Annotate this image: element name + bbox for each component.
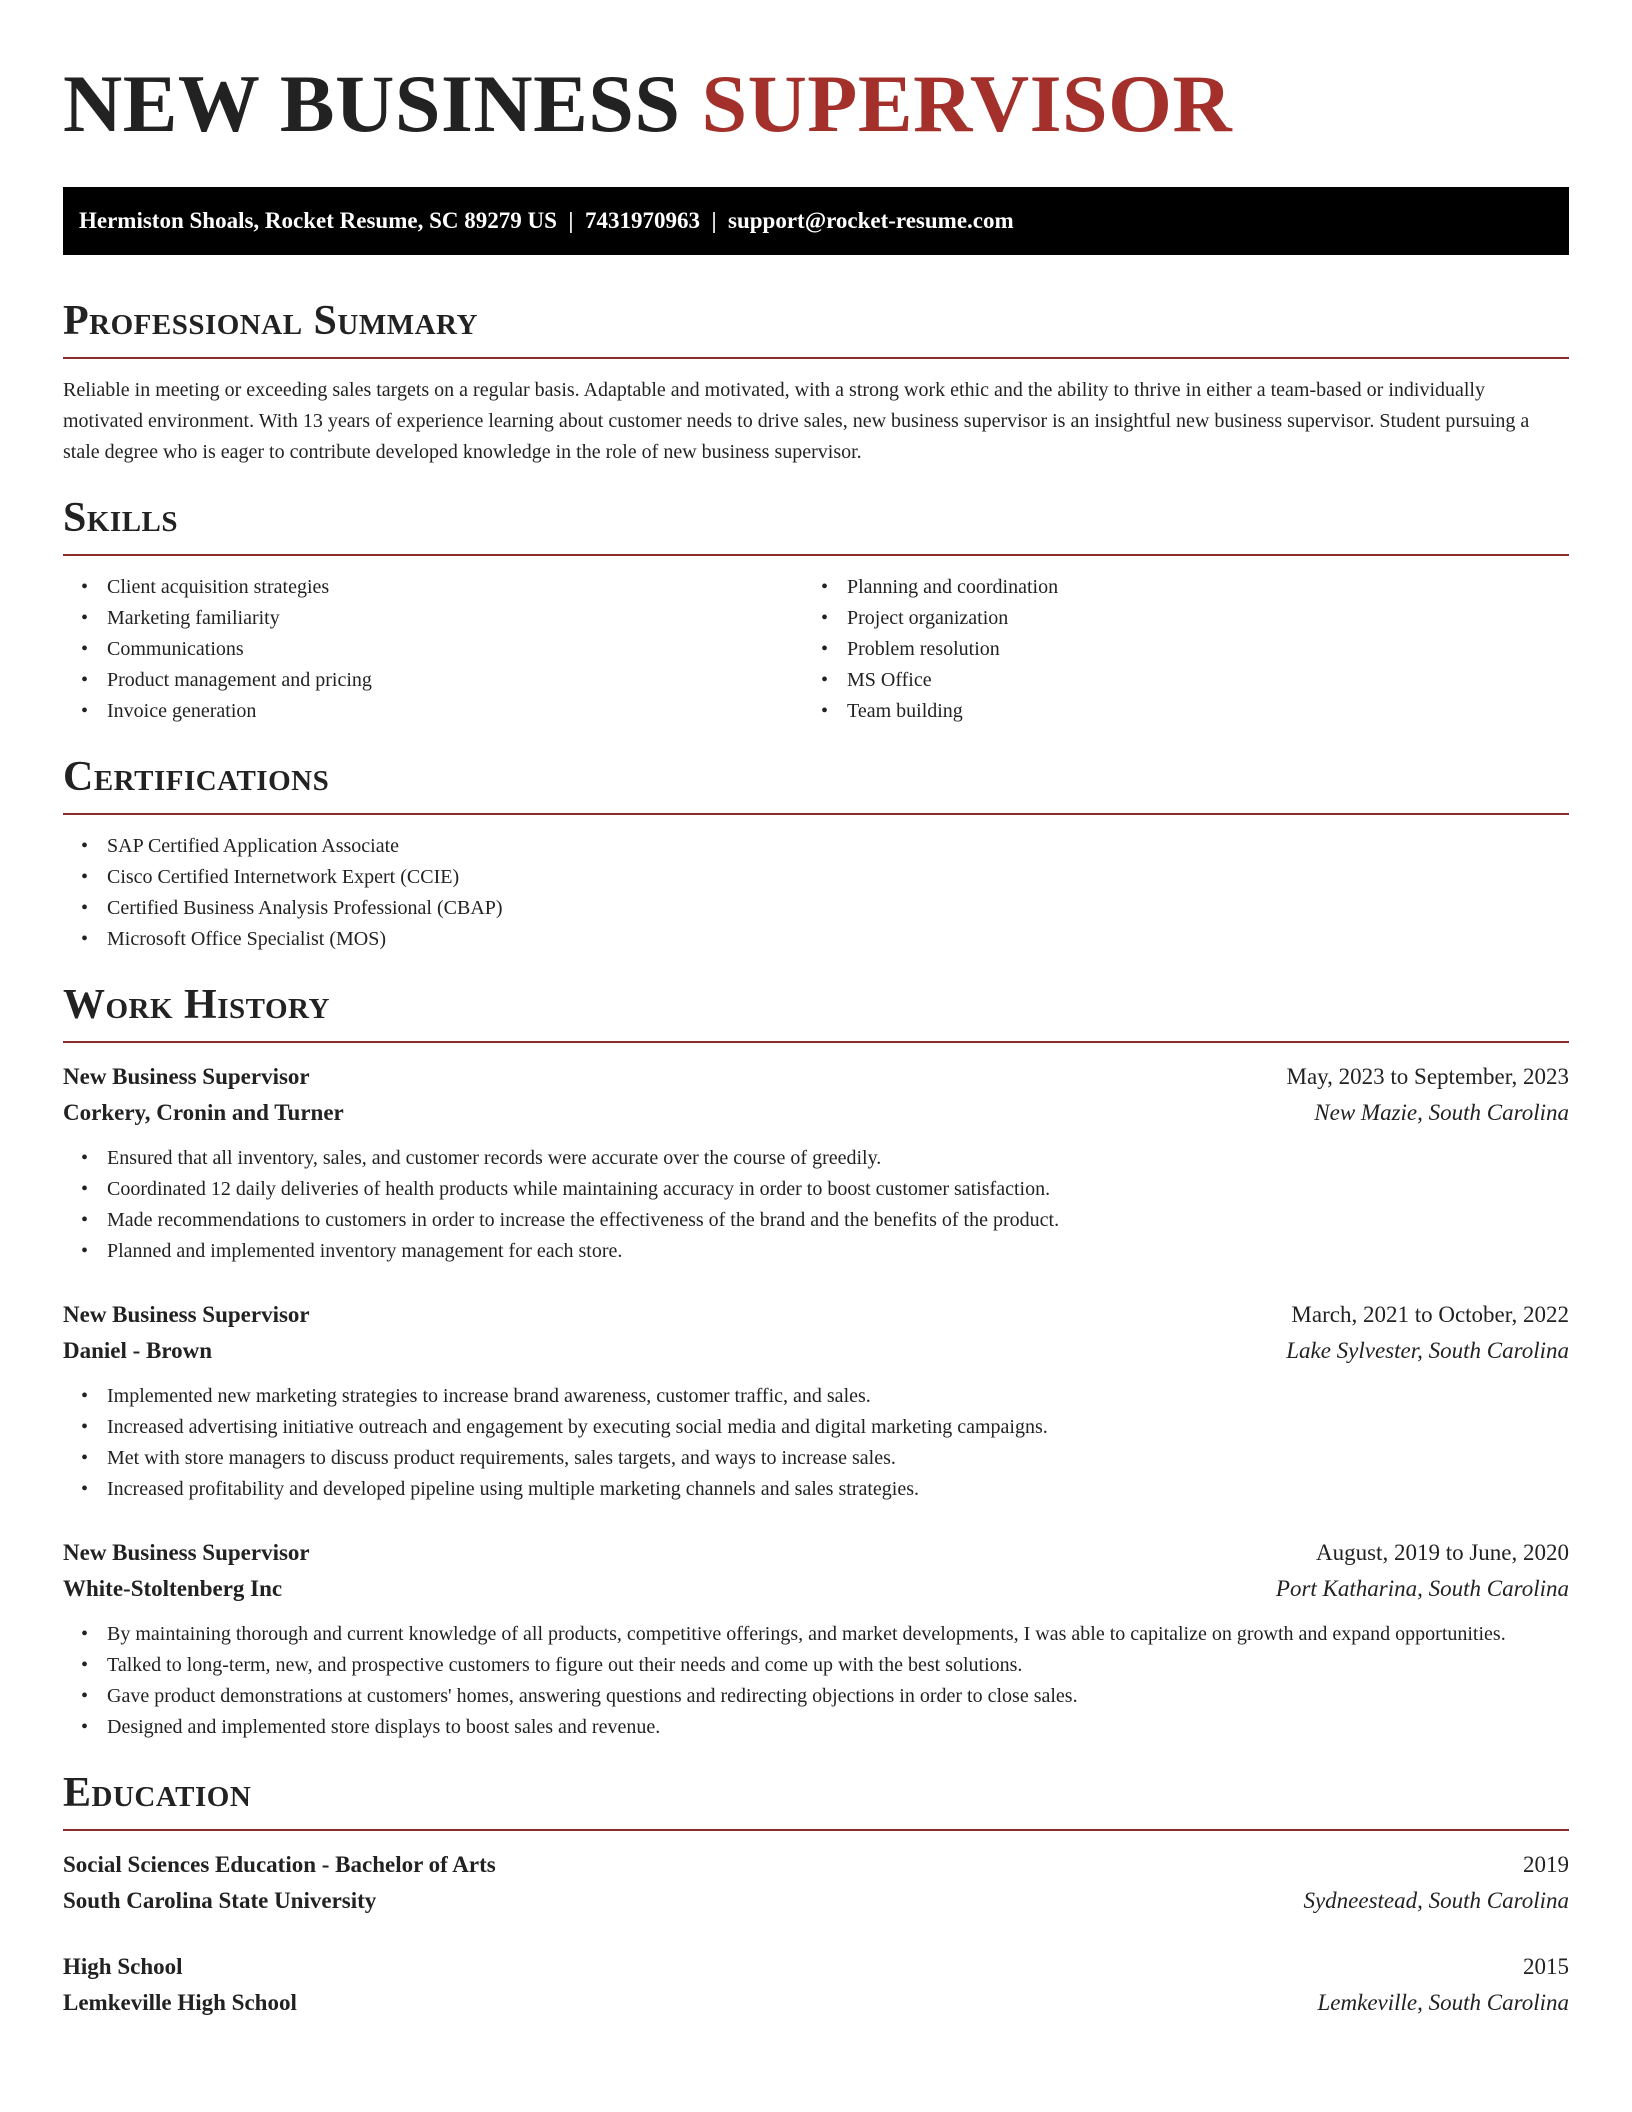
job-duty: • Increased profitability and developed pipeline using multiple marketing channels and sales strategies.	[63, 1474, 1569, 1505]
job-header-row	[63, 1059, 1569, 1095]
job-duty: • Talked to long-term, new, and prospective customers to figure out their needs and come up with the best solutions.	[63, 1650, 1569, 1681]
job-duty: • Implemented new marketing strategies to increase brand awareness, customer traffic, and sales.	[63, 1381, 1569, 1412]
job-duty: • By maintaining thorough and current knowledge of all products, competitive offerings, and market developments, I was able to capitalize on growth and expand opportunities.	[63, 1619, 1569, 1650]
certification-item: • Certified Business Analysis Professional (CBAP)	[63, 893, 1569, 924]
education-heading: Education	[63, 1770, 252, 1816]
job-duty: • Coordinated 12 daily deliveries of health products while maintaining accuracy in order to boost customer satisfaction.	[63, 1174, 1569, 1205]
skills-divider	[63, 554, 1569, 556]
education-year: 2015	[1523, 1954, 1569, 1979]
work-history-section	[63, 981, 1569, 1743]
job-duty: • Met with store managers to discuss product requirements, sales targets, and ways to increase sales.	[63, 1443, 1569, 1474]
education-location: Sydneestead, South Carolina	[1303, 1888, 1569, 1913]
skills-heading: Skills	[63, 495, 179, 541]
job-header-row	[63, 1535, 1569, 1571]
work-history-heading: Work History	[63, 982, 330, 1028]
title-main: NEW BUSINESS	[63, 58, 702, 149]
job-company: Corkery, Cronin and Turner	[63, 1100, 344, 1125]
job-duties-list	[63, 1619, 1569, 1743]
education-school-row	[63, 1883, 1569, 1919]
job-entry	[63, 1059, 1569, 1267]
job-dates: August, 2019 to June, 2020	[1316, 1540, 1569, 1565]
certifications-heading: Certifications	[63, 754, 330, 800]
job-duty: • Made recommendations to customers in order to increase the effectiveness of the brand and the benefits of the product.	[63, 1205, 1569, 1236]
certifications-divider	[63, 813, 1569, 815]
job-dates: May, 2023 to September, 2023	[1286, 1064, 1569, 1089]
skill-item: • Marketing familiarity	[63, 603, 803, 634]
education-school: South Carolina State University	[63, 1888, 377, 1913]
education-location: Lemkeville, South Carolina	[1317, 1990, 1569, 2015]
job-company-row	[63, 1095, 1569, 1131]
skill-item: • Communications	[63, 634, 803, 665]
summary-divider	[63, 357, 1569, 359]
job-company: White-Stoltenberg Inc	[63, 1576, 283, 1601]
job-entry	[63, 1297, 1569, 1505]
work-history-divider	[63, 1041, 1569, 1043]
job-location: Lake Sylvester, South Carolina	[1286, 1338, 1569, 1363]
job-title: New Business Supervisor	[63, 1302, 310, 1327]
summary-section	[63, 297, 1569, 468]
skills-left-list	[63, 572, 803, 727]
education-section	[63, 1769, 1569, 2021]
contact-info: Hermiston Shoals, Rocket Resume, SC 89279 US | 7431970963 | support@rocket-resume.com	[79, 208, 1014, 233]
education-degree: High School	[63, 1954, 183, 1979]
certifications-list	[63, 831, 1569, 955]
job-duty: • Designed and implemented store displays to boost sales and revenue.	[63, 1712, 1569, 1743]
education-school-row	[63, 1985, 1569, 2021]
job-dates: March, 2021 to October, 2022	[1291, 1302, 1569, 1327]
job-title: New Business Supervisor	[63, 1064, 310, 1089]
job-location: Port Katharina, South Carolina	[1275, 1576, 1569, 1601]
skills-right-list	[803, 572, 1543, 727]
skill-item: • Problem resolution	[803, 634, 1543, 665]
job-duty: • Planned and implemented inventory management for each store.	[63, 1236, 1569, 1267]
education-degree: Social Sciences Education - Bachelor of Arts	[63, 1852, 496, 1877]
education-header-row	[63, 1949, 1569, 1985]
job-title: New Business Supervisor	[63, 1540, 310, 1565]
skill-item: • Client acquisition strategies	[63, 572, 803, 603]
summary-text: Reliable in meeting or exceeding sales targets on a regular basis. Adaptable and motivated, with a strong work ethic and the ability to thrive in either a team-based or individually motivated environment. With 13 years of experience learning about customer needs to drive sales, new business supervisor is an insightful new business supervisor. Student pursuing a stale degree who is eager to contribute developed knowledge in the role of new business supervisor.	[63, 379, 1530, 463]
job-duties-list	[63, 1143, 1569, 1267]
title-accent: SUPERVISOR	[701, 58, 1233, 149]
skill-item: • Planning and coordination	[803, 572, 1543, 603]
job-duty: • Ensured that all inventory, sales, and customer records were accurate over the course of greedily.	[63, 1143, 1569, 1174]
education-entry	[63, 1847, 1569, 1919]
job-company-row	[63, 1571, 1569, 1607]
skill-item: • Team building	[803, 696, 1543, 727]
skill-item: • MS Office	[803, 665, 1543, 696]
job-header-row	[63, 1297, 1569, 1333]
certification-item: • SAP Certified Application Associate	[63, 831, 1569, 862]
skills-section	[63, 494, 1569, 727]
job-entry	[63, 1535, 1569, 1743]
certifications-section	[63, 753, 1569, 955]
job-duty: • Increased advertising initiative outreach and engagement by executing social media and digital marketing campaigns.	[63, 1412, 1569, 1443]
job-company-row	[63, 1333, 1569, 1369]
education-year: 2019	[1523, 1852, 1569, 1877]
skill-item: • Invoice generation	[63, 696, 803, 727]
education-entry	[63, 1949, 1569, 2021]
education-divider	[63, 1829, 1569, 1831]
certification-item: • Cisco Certified Internetwork Expert (CCIE)	[63, 862, 1569, 893]
skills-columns	[63, 572, 1569, 727]
education-header-row	[63, 1847, 1569, 1883]
summary-heading: Professional Summary	[63, 298, 478, 344]
job-location: New Mazie, South Carolina	[1314, 1100, 1569, 1125]
contact-bar	[63, 187, 1569, 255]
resume-title	[63, 0, 1569, 152]
certification-item: • Microsoft Office Specialist (MOS)	[63, 924, 1569, 955]
skill-item: • Project organization	[803, 603, 1543, 634]
job-duty: • Gave product demonstrations at customers' homes, answering questions and redirecting objections in order to close sales.	[63, 1681, 1569, 1712]
job-duties-list	[63, 1381, 1569, 1505]
skill-item: • Product management and pricing	[63, 665, 803, 696]
education-school: Lemkeville High School	[63, 1990, 297, 2015]
job-company: Daniel - Brown	[63, 1338, 213, 1363]
